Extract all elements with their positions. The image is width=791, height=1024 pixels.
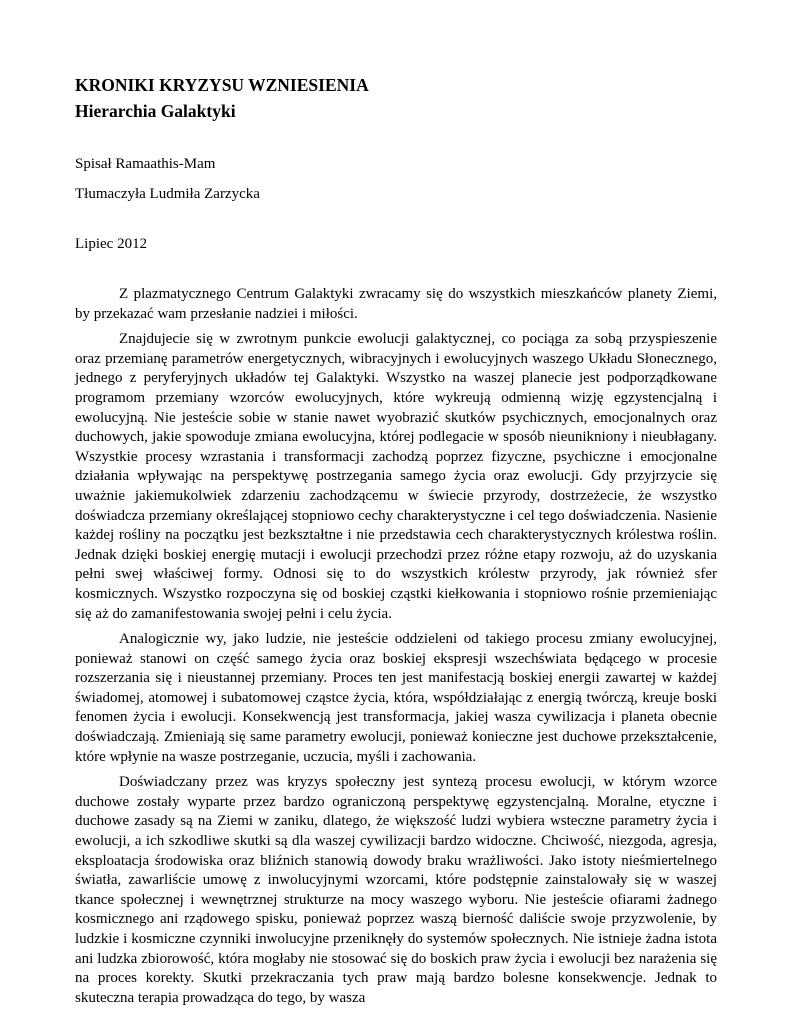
document-page bbox=[75, 72, 717, 1014]
paragraph-4: Doświadczany przez was kryzys społeczny jest syntezą procesu ewolucji, w którym wzorce duchowe zostały wyparte przez bardzo ograniczoną perspektywę egzystencjalną. Moralne, etyczne i duchowe zasady są na Ziemi w zaniku, dlatego, że większość ludzi wybiera wsteczne parametry życia i ewolucji, a ich szkodliwe skutki są dla waszej cywilizacji bardzo widoczne. Chciwość, niezgoda, agresja, eksploatacja środowiska oraz bliźnich stanowią dowody braku wrażliwości. Jako istoty nieśmiertelnego światła, zawarliście umowę z inwolucyjnymi wzorcami, które podstępnie zainstalowały się w waszej tkance społecznej i wewnętrznej strukturze na mocy waszego wyboru. Nie jesteście ofiarami żadnego kosmicznego ani rządowego spisku, ponieważ poprzez waszą bierność daliście swoje przyzwolenie, by ludzkie i kosmiczne czynniki inwolucyjne przeniknęły do systemów społecznych. Nie istnieje żadna istota ani ludzka zbiorowość, która mogłaby nie stosować się do boskich praw życia i ewolucji bez narażenia się na proces korekty. Skutki przekraczania tych praw mają bardzo bolesne konsekwencje. Jednak to skuteczna terapia prowadząca do tego, by wasza bbox=[75, 774, 717, 1006]
paragraph-1: Z plazmatycznego Centrum Galaktyki zwracamy się do wszystkich mieszkańców planety Ziemi, by przekazać wam przesłanie nadziei i miłości. bbox=[75, 286, 717, 322]
paragraph-2: Znajdujecie się w zwrotnym punkcie ewolucji galaktycznej, co pociąga za sobą przyspieszenie oraz przemianę parametrów energetycznych, wibracyjnych i ewolucyjnych waszego Układu Słonecznego, jednego z peryferyjnych układów tej Galaktyki. Wszystko na waszej planecie jest podporządkowane programom przemiany wzorców ewolucyjnych, które wykreują odmienną wizję egzystencjalną i ewolucyjną. Nie jesteście sobie w stanie nawet wyobrazić skutków psychicznych, emocjonalnych oraz duchowych, jakie spowoduje zmiana ewolucyjna, której podlegacie w sposób nieunikniony i nieubłagany. Wszystkie procesy wzrastania i transformacji zachodzą poprzez fizyczne, psychiczne i emocjonalne działania wpływając na perspektywę postrzegania samego życia oraz ewolucji. Gdy przyjrzycie się uważnie jakiemukolwiek zdarzeniu zachodzącemu w świecie przyrody, dostrzeżecie, że wszystko doświadcza przemiany określającej stopniowo cechy charakterystyczne i cel tego doświadczenia. Nasienie każdej rośliny na początku jest bezkształtne i nie przedstawia cech charakterystycznych królestwa roślin. Jednak dzięki boskiej energię mutacji i ewolucji przechodzi przez różne etapy rozwoju, aż do uzyskania pełni swej właściwej formy. Odnosi się to do wszystkich królestw przyrody, jak również sfer kosmicznych. Wszystko rozpoczyna się od boskiej cząstki kiełkowania i stopniowo rośnie przemieniając się aż do zamanifestowania swojej pełni i celu życia. bbox=[75, 331, 717, 622]
date-line: Lipiec 2012 bbox=[75, 236, 148, 252]
document-title: KRONIKI KRYZYSU WZNIESIENIA bbox=[75, 75, 369, 95]
translator-line: Tłumaczyła Ludmiła Zarzycka bbox=[75, 186, 260, 202]
paragraph-3: Analogicznie wy, jako ludzie, nie jesteście oddzieleni od takiego procesu zmiany ewolucyjnej, ponieważ stanowi on część samego życia oraz boskiej ekspresji wszechświata będącego w procesie rozszerzania się i nieustannej przemiany. Proces ten jest manifestacją boskiej energii zawartej w każdej świadomej, atomowej i subatomowej cząstce życia, która, współdziałając z energią twórczą, kreuje boski fenomen życia i ewolucji. Konsekwencją jest transformacja, jakiej wasza cywilizacja i planeta obecnie doświadczają. Zmieniają się same parametry ewolucji, ponieważ konieczne jest duchowe przekształcenie, które wpłynie na wasze postrzeganie, uczucia, myśli i zachowania. bbox=[75, 631, 717, 765]
author-line: Spisał Ramaathis-Mam bbox=[75, 156, 216, 172]
document-subtitle: Hierarchia Galaktyki bbox=[75, 101, 236, 121]
body-text bbox=[75, 285, 717, 1008]
